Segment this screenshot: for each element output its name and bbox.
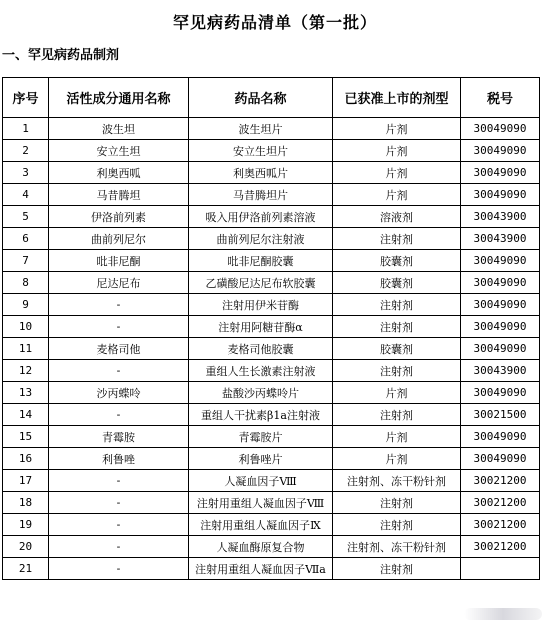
- cell-dosage-form: 注射剂、冻干粉针剂: [333, 536, 461, 558]
- cell-tariff-code: [461, 558, 540, 580]
- cell-dosage-form: 胶囊剂: [333, 272, 461, 294]
- cell-drug-name: 人凝血因子Ⅷ: [189, 470, 333, 492]
- cell-dosage-form: 片剂: [333, 162, 461, 184]
- cell-dosage-form: 胶囊剂: [333, 338, 461, 360]
- cell-index: 15: [3, 426, 49, 448]
- cell-index: 2: [3, 140, 49, 162]
- cell-active-ingredient: 吡非尼酮: [49, 250, 189, 272]
- cell-dosage-form: 注射剂: [333, 294, 461, 316]
- cell-tariff-code: 30021200: [461, 470, 540, 492]
- cell-index: 8: [3, 272, 49, 294]
- table-row: [3, 492, 540, 514]
- cell-tariff-code: 30049090: [461, 294, 540, 316]
- cell-drug-name: 注射用重组人凝血因子Ⅸ: [189, 514, 333, 536]
- cell-index: 21: [3, 558, 49, 580]
- cell-dosage-form: 注射剂: [333, 360, 461, 382]
- drug-list-table: [2, 77, 540, 580]
- cell-dosage-form: 注射剂: [333, 514, 461, 536]
- table-row: [3, 338, 540, 360]
- cell-tariff-code: 30049090: [461, 118, 540, 140]
- cell-active-ingredient: 青霉胺: [49, 426, 189, 448]
- cell-drug-name: 青霉胺片: [189, 426, 333, 448]
- page-title: 罕见病药品清单（第一批）: [172, 13, 377, 32]
- cell-tariff-code: 30049090: [461, 272, 540, 294]
- cell-index: 10: [3, 316, 49, 338]
- cell-drug-name: 吸入用伊洛前列素溶液: [189, 206, 333, 228]
- cell-active-ingredient: -: [49, 558, 189, 580]
- cell-active-ingredient: 曲前列尼尔: [49, 228, 189, 250]
- cell-tariff-code: 30049090: [461, 338, 540, 360]
- cell-tariff-code: 30021500: [461, 404, 540, 426]
- table-row: [3, 382, 540, 404]
- cell-index: 20: [3, 536, 49, 558]
- cell-dosage-form: 片剂: [333, 184, 461, 206]
- table-row: [3, 316, 540, 338]
- cell-drug-name: 安立生坦片: [189, 140, 333, 162]
- cell-index: 6: [3, 228, 49, 250]
- table-body: [3, 118, 540, 580]
- cell-drug-name: 注射用阿糖苷酶α: [189, 316, 333, 338]
- cell-drug-name: 注射用伊米苷酶: [189, 294, 333, 316]
- cell-dosage-form: 片剂: [333, 382, 461, 404]
- cell-drug-name: 利鲁唑片: [189, 448, 333, 470]
- cell-tariff-code: 30049090: [461, 382, 540, 404]
- table-row: [3, 118, 540, 140]
- cell-tariff-code: 30049090: [461, 316, 540, 338]
- cell-active-ingredient: 沙丙蝶呤: [49, 382, 189, 404]
- cell-drug-name: 注射用重组人凝血因子Ⅷ: [189, 492, 333, 514]
- cell-drug-name: 人凝血酶原复合物: [189, 536, 333, 558]
- cell-tariff-code: 30021200: [461, 492, 540, 514]
- cell-index: 4: [3, 184, 49, 206]
- cell-dosage-form: 片剂: [333, 426, 461, 448]
- cell-tariff-code: 30043900: [461, 206, 540, 228]
- cell-tariff-code: 30049090: [461, 162, 540, 184]
- cell-drug-name: 利奥西呱片: [189, 162, 333, 184]
- cell-dosage-form: 溶液剂: [333, 206, 461, 228]
- cell-index: 18: [3, 492, 49, 514]
- cell-drug-name: 盐酸沙丙蝶呤片: [189, 382, 333, 404]
- cell-index: 11: [3, 338, 49, 360]
- cell-active-ingredient: 麦格司他: [49, 338, 189, 360]
- cell-dosage-form: 注射剂、冻干粉针剂: [333, 470, 461, 492]
- cell-index: 19: [3, 514, 49, 536]
- table-row: [3, 206, 540, 228]
- cell-index: 3: [3, 162, 49, 184]
- table-row: [3, 272, 540, 294]
- cell-dosage-form: 胶囊剂: [333, 250, 461, 272]
- cell-active-ingredient: 伊洛前列素: [49, 206, 189, 228]
- table-row: [3, 514, 540, 536]
- cell-index: 5: [3, 206, 49, 228]
- cell-active-ingredient: 安立生坦: [49, 140, 189, 162]
- cell-active-ingredient: 利奥西呱: [49, 162, 189, 184]
- cell-tariff-code: 30021200: [461, 536, 540, 558]
- cell-active-ingredient: -: [49, 514, 189, 536]
- table-row: [3, 250, 540, 272]
- cell-dosage-form: 注射剂: [333, 316, 461, 338]
- header-index: 序号: [3, 78, 49, 118]
- cell-index: 14: [3, 404, 49, 426]
- table-row: [3, 558, 540, 580]
- cell-active-ingredient: 马昔腾坦: [49, 184, 189, 206]
- table-header-row: [3, 78, 540, 118]
- watermark: [464, 608, 542, 620]
- table-row: [3, 470, 540, 492]
- section-heading: 一、罕见病药品制剂: [2, 48, 120, 63]
- cell-index: 1: [3, 118, 49, 140]
- cell-drug-name: 重组人生长激素注射液: [189, 360, 333, 382]
- header-dosage-form: 已获准上市的剂型: [333, 78, 461, 118]
- cell-active-ingredient: -: [49, 316, 189, 338]
- table-row: [3, 162, 540, 184]
- cell-active-ingredient: -: [49, 470, 189, 492]
- table-row: [3, 228, 540, 250]
- cell-drug-name: 乙磺酸尼达尼布软胶囊: [189, 272, 333, 294]
- header-drug-name: 药品名称: [189, 78, 333, 118]
- table-row: [3, 536, 540, 558]
- table-row: [3, 448, 540, 470]
- cell-dosage-form: 片剂: [333, 448, 461, 470]
- cell-drug-name: 重组人干扰素β1a注射液: [189, 404, 333, 426]
- cell-drug-name: 麦格司他胶囊: [189, 338, 333, 360]
- cell-active-ingredient: -: [49, 404, 189, 426]
- table-row: [3, 294, 540, 316]
- table-row: [3, 426, 540, 448]
- cell-index: 7: [3, 250, 49, 272]
- cell-drug-name: 吡非尼酮胶囊: [189, 250, 333, 272]
- cell-drug-name: 波生坦片: [189, 118, 333, 140]
- cell-index: 9: [3, 294, 49, 316]
- table-row: [3, 360, 540, 382]
- cell-drug-name: 注射用重组人凝血因子Ⅶa: [189, 558, 333, 580]
- cell-dosage-form: 注射剂: [333, 404, 461, 426]
- cell-tariff-code: 30021200: [461, 514, 540, 536]
- cell-dosage-form: 片剂: [333, 118, 461, 140]
- cell-dosage-form: 片剂: [333, 140, 461, 162]
- cell-active-ingredient: -: [49, 360, 189, 382]
- table-row: [3, 140, 540, 162]
- cell-tariff-code: 30043900: [461, 228, 540, 250]
- header-active-ingredient: 活性成分通用名称: [49, 78, 189, 118]
- cell-tariff-code: 30043900: [461, 360, 540, 382]
- cell-active-ingredient: 利鲁唑: [49, 448, 189, 470]
- cell-dosage-form: 注射剂: [333, 228, 461, 250]
- cell-tariff-code: 30049090: [461, 184, 540, 206]
- cell-index: 17: [3, 470, 49, 492]
- cell-active-ingredient: -: [49, 294, 189, 316]
- cell-index: 12: [3, 360, 49, 382]
- cell-active-ingredient: 尼达尼布: [49, 272, 189, 294]
- cell-drug-name: 曲前列尼尔注射液: [189, 228, 333, 250]
- table-row: [3, 184, 540, 206]
- cell-active-ingredient: 波生坦: [49, 118, 189, 140]
- cell-tariff-code: 30049090: [461, 426, 540, 448]
- cell-index: 16: [3, 448, 49, 470]
- cell-dosage-form: 注射剂: [333, 492, 461, 514]
- cell-index: 13: [3, 382, 49, 404]
- cell-tariff-code: 30049090: [461, 140, 540, 162]
- cell-drug-name: 马昔腾坦片: [189, 184, 333, 206]
- cell-tariff-code: 30049090: [461, 250, 540, 272]
- cell-active-ingredient: -: [49, 492, 189, 514]
- cell-tariff-code: 30049090: [461, 448, 540, 470]
- cell-active-ingredient: -: [49, 536, 189, 558]
- table-row: [3, 404, 540, 426]
- cell-dosage-form: 注射剂: [333, 558, 461, 580]
- header-tariff-code: 税号: [461, 78, 540, 118]
